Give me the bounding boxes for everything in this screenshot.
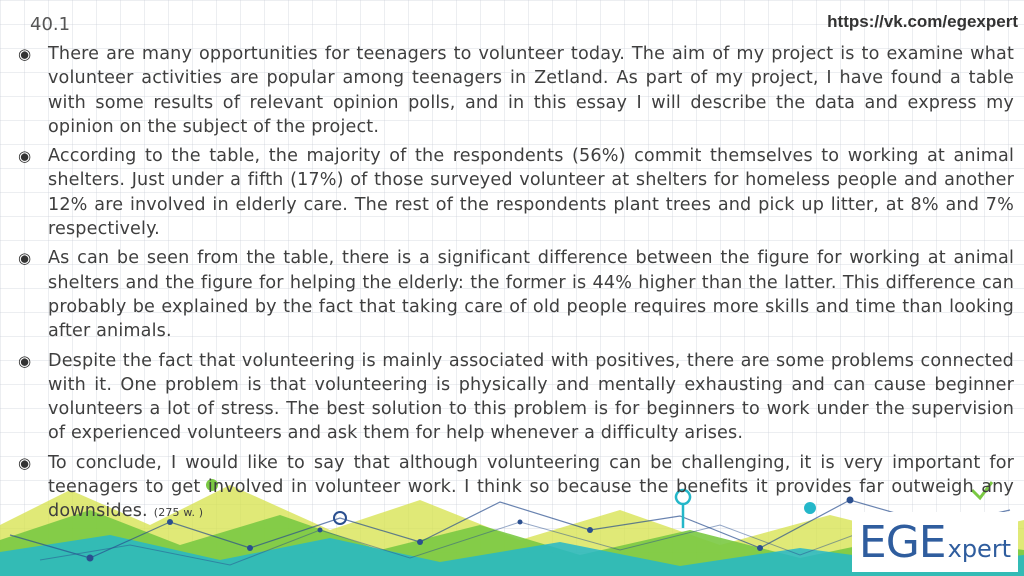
essay-paragraph xyxy=(18,42,1014,139)
slide-number: 40.1 xyxy=(30,14,71,35)
radio-bullet-icon: ◉ xyxy=(18,249,32,268)
paragraph-text: To conclude, I would like to say that although volunteering can be challenging, it is very important for teenagers to get involved in volunteer work. I think so because the benefits it provides far outweigh any downsides. xyxy=(48,452,1014,522)
paragraph-text: There are many opportunities for teenagers to volunteer today. The aim of my project is to examine what volunteer activities are popular among teenagers in Zetland. As part of my project, I have found a table with some results of relevant opinion polls, and in this essay I will describe the data and express my opinion on the subject of the project. xyxy=(48,44,1014,137)
logo-xpert-text: xpert xyxy=(947,535,1012,563)
site-url[interactable]: https://vk.com/egexpert xyxy=(827,12,1018,31)
radio-bullet-icon: ◉ xyxy=(18,147,32,166)
decorative-node xyxy=(757,545,763,551)
radio-bullet-icon: ◉ xyxy=(18,45,32,63)
paragraph-text: As can be seen from the table, there is a significant difference between the figure for working at animal shelters and the figure for helping the elderly: the former is 44% higher than the latter. This difference can probably be explained by the fact that taking care of old people requires more skills and time than looking after animals. xyxy=(48,248,1014,342)
paragraph-text: Despite the fact that volunteering is mainly associated with positives, there are some problems connected with it. One problem is that volunteering is physically and mentally exhausting and can cause beginner volunteers a lot of stress. The best solution to this problem is for beginners to work under the supervision of experienced volunteers and ask them for help whenever a difficulty arises. xyxy=(48,350,1014,444)
essay-paragraph xyxy=(18,349,1014,446)
decorative-node xyxy=(247,545,253,551)
essay-paragraph xyxy=(18,246,1014,343)
essay-paragraph xyxy=(18,144,1014,241)
egexpert-logo xyxy=(852,512,1018,572)
essay xyxy=(18,42,1014,531)
word-count: (275 w. ) xyxy=(153,506,204,520)
radio-bullet-icon: ◉ xyxy=(18,351,32,370)
decorative-node xyxy=(87,555,94,562)
decorative-node xyxy=(417,539,423,545)
paragraph-text: According to the table, the majority of the respondents (56%) commit themselves to working at animal shelters. Just under a fifth (17%) of those surveyed volunteer at shelters for homeless people and another 12% are involved in elderly care. The rest of the respondents plant trees and pick up litter, at 8% and 7% respectively. xyxy=(48,146,1014,240)
radio-bullet-icon: ◉ xyxy=(18,453,32,472)
logo-ege-text: EGE xyxy=(858,516,946,568)
